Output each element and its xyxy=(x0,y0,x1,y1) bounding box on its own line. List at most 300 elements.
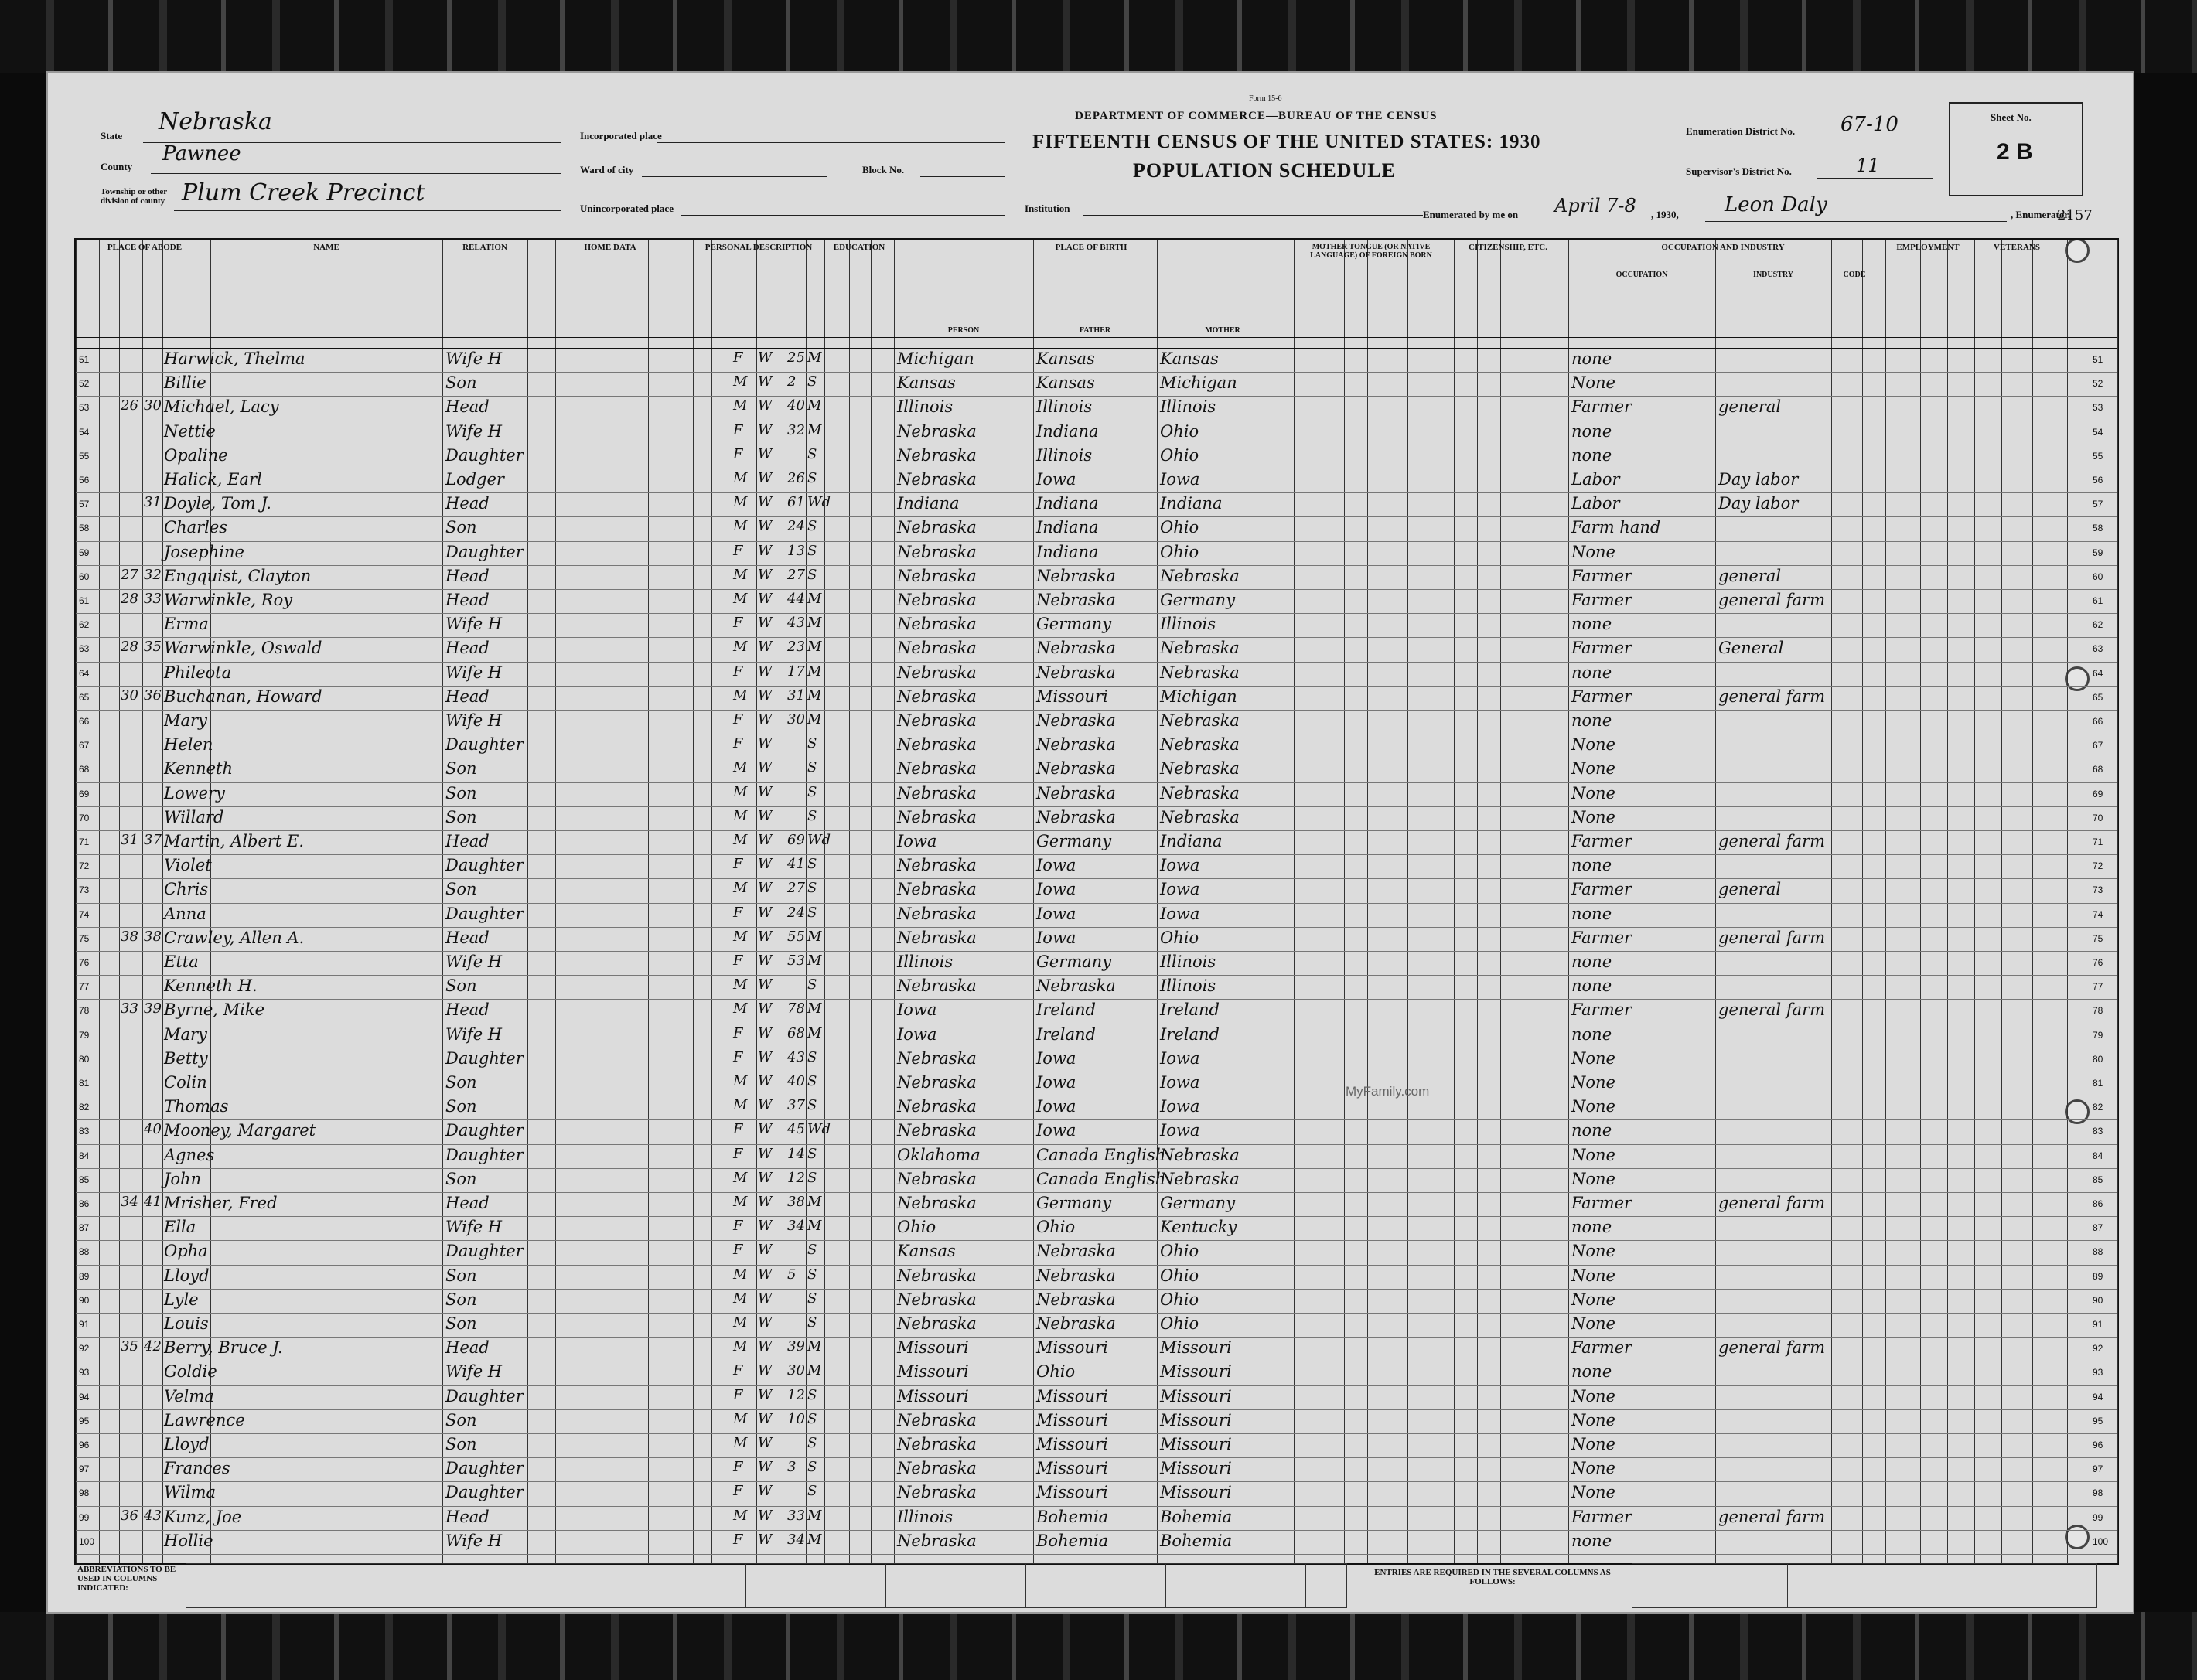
cell-name: Thomas xyxy=(164,1097,229,1116)
cell-bp: Nebraska xyxy=(897,1314,977,1333)
cell-name: Chris xyxy=(164,880,209,899)
row-number-right: 81 xyxy=(2093,1078,2103,1089)
row-number-right: 82 xyxy=(2093,1102,2103,1113)
cell-bf: Nebraska xyxy=(1036,735,1116,755)
cell-bf: Kansas xyxy=(1036,373,1095,393)
table-row xyxy=(76,1506,2117,1531)
row-number: 60 xyxy=(79,571,90,582)
cell-rel: Head xyxy=(445,397,490,417)
cell-bm: Nebraska xyxy=(1160,783,1240,803)
cell-ms: S xyxy=(807,759,817,776)
cell-sex: F xyxy=(733,1483,743,1500)
cell-occ: none xyxy=(1571,1218,1612,1237)
cell-occ: None xyxy=(1571,1266,1615,1285)
cell-race: W xyxy=(758,1169,773,1186)
cell-bm: Nebraska xyxy=(1160,663,1240,682)
table-row xyxy=(76,613,2117,638)
cell-bm: Ohio xyxy=(1160,1266,1199,1285)
row-number: 89 xyxy=(79,1270,90,1282)
row-number: 65 xyxy=(79,691,90,703)
enumerated-by-label: Enumerated by me on xyxy=(1423,209,1519,220)
cell-ms: S xyxy=(807,566,817,583)
cell-age: 32 xyxy=(787,421,805,438)
row-number: 98 xyxy=(79,1487,90,1499)
cell-occ: Labor xyxy=(1571,470,1620,489)
row-number: 66 xyxy=(79,716,90,727)
table-row xyxy=(76,758,2117,782)
cell-race: W xyxy=(758,639,773,656)
group-place-of-abode: PLACE OF ABODE xyxy=(107,243,183,252)
cell-occ: None xyxy=(1571,1145,1615,1164)
cell-sex: F xyxy=(733,663,743,680)
cell-name: Billie xyxy=(164,373,206,393)
cell-race: W xyxy=(758,928,773,945)
group-occupation: OCCUPATION AND INDUSTRY xyxy=(1661,243,1785,252)
cell-age: 43 xyxy=(787,615,805,632)
row-number-right: 97 xyxy=(2093,1464,2103,1475)
row-number-right: 55 xyxy=(2093,450,2103,462)
cell-sex: F xyxy=(733,952,743,969)
cell-rel: Wife H xyxy=(445,421,503,441)
row-number-right: 61 xyxy=(2093,595,2103,606)
cell-name: Lowery xyxy=(164,783,225,803)
table-row xyxy=(76,854,2117,879)
cell-name: Betty xyxy=(164,1048,208,1068)
row-number: 95 xyxy=(79,1415,90,1426)
cell-race: W xyxy=(758,615,773,632)
cell-rel: Daughter xyxy=(445,856,524,875)
cell-age: 30 xyxy=(787,1362,805,1379)
cell-bf: Indiana xyxy=(1036,494,1099,513)
cell-bf: Iowa xyxy=(1036,856,1076,875)
row-number-right: 76 xyxy=(2093,957,2103,968)
cell-age: 53 xyxy=(787,952,805,969)
cell-bm: Germany xyxy=(1160,591,1236,609)
cell-sex: M xyxy=(733,880,748,897)
cell-occ: none xyxy=(1571,349,1612,368)
cell-bp: Nebraska xyxy=(897,1266,977,1285)
cell-rel: Son xyxy=(445,1290,477,1309)
row-number: 77 xyxy=(79,981,90,993)
row-number: 70 xyxy=(79,812,90,823)
row-number: 52 xyxy=(79,378,90,390)
cell-bm: Illinois xyxy=(1160,615,1216,634)
cell-race: W xyxy=(758,1483,773,1500)
row-number: 73 xyxy=(79,884,90,896)
col-header-father: FATHER xyxy=(1079,326,1111,335)
cell-ms: S xyxy=(807,1435,817,1451)
enumeration-date-value: April 7-8 xyxy=(1554,195,1636,216)
cell-occ: none xyxy=(1571,856,1612,875)
cell-bm: Iowa xyxy=(1160,1097,1200,1116)
cell-occ: None xyxy=(1571,1169,1615,1188)
col-header-occupation: OCCUPATION xyxy=(1615,271,1668,279)
cell-occ: None xyxy=(1571,1435,1615,1453)
cell-ms: S xyxy=(807,1459,817,1476)
cell-occ: none xyxy=(1571,445,1612,465)
cell-bp: Nebraska xyxy=(897,566,977,585)
cell-age: 33 xyxy=(787,1507,805,1524)
cell-sex: F xyxy=(733,349,743,366)
cell-race: W xyxy=(758,1218,773,1235)
cell-ms: S xyxy=(807,1290,817,1307)
row-number-right: 80 xyxy=(2093,1053,2103,1065)
cell-bp: Nebraska xyxy=(897,1048,977,1068)
cell-ms: S xyxy=(807,1410,817,1427)
cell-rel: Wife H xyxy=(445,711,503,730)
cell-name: Harwick, Thelma xyxy=(164,349,305,368)
cell-occ: Labor xyxy=(1571,494,1620,513)
cell-rel: Head xyxy=(445,591,490,609)
cell-fam: 32 xyxy=(144,566,162,583)
cell-name: Halick, Earl xyxy=(164,470,262,489)
cell-dw: 33 xyxy=(121,1000,138,1017)
cell-bf: Missouri xyxy=(1036,1338,1108,1358)
header-rule xyxy=(76,337,2117,338)
row-number-right: 57 xyxy=(2093,499,2103,510)
row-number-right: 73 xyxy=(2093,884,2103,896)
cell-race: W xyxy=(758,856,773,873)
cell-occ: none xyxy=(1571,663,1612,682)
table-row xyxy=(76,734,2117,758)
cell-ms: S xyxy=(807,373,817,390)
cell-ind: General xyxy=(1718,639,1784,658)
cell-ms: S xyxy=(807,470,817,486)
cell-sex: M xyxy=(733,566,748,583)
cell-fam: 30 xyxy=(144,397,162,414)
row-number-right: 52 xyxy=(2093,378,2103,390)
cell-rel: Head xyxy=(445,566,490,585)
cell-race: W xyxy=(758,542,773,559)
cell-name: Michael, Lacy xyxy=(164,397,279,417)
watermark: MyFamily.com xyxy=(1346,1084,1430,1099)
cell-age: 17 xyxy=(787,663,805,680)
cell-ms: M xyxy=(807,687,822,704)
cell-name: Byrne, Mike xyxy=(164,1000,265,1020)
entries-table xyxy=(1632,1563,2097,1608)
cell-name: Warwinkle, Roy xyxy=(164,591,293,609)
row-number-right: 93 xyxy=(2093,1367,2103,1378)
row-number: 76 xyxy=(79,957,90,968)
cell-bf: Illinois xyxy=(1036,445,1093,465)
unincorporated-line xyxy=(681,215,1005,216)
cell-race: W xyxy=(758,566,773,583)
cell-ms: M xyxy=(807,639,822,656)
table-row xyxy=(76,1337,2117,1361)
row-number-right: 59 xyxy=(2093,547,2103,558)
cell-occ: none xyxy=(1571,904,1612,923)
cell-bp: Nebraska xyxy=(897,783,977,803)
cell-rel: Daughter xyxy=(445,735,524,755)
enumeration-district-value: 67-10 xyxy=(1840,113,1898,136)
cell-ind: general farm xyxy=(1718,1338,1826,1358)
year-label: , 1930, xyxy=(1651,209,1679,220)
row-number-right: 75 xyxy=(2093,932,2103,944)
cell-fam: 43 xyxy=(144,1507,162,1524)
cell-rel: Head xyxy=(445,928,490,947)
row-number: 72 xyxy=(79,860,90,872)
row-number: 84 xyxy=(79,1150,90,1161)
cell-occ: none xyxy=(1571,1024,1612,1044)
cell-sex: M xyxy=(733,1073,748,1089)
cell-name: Buchanan, Howard xyxy=(164,687,322,706)
cell-occ: None xyxy=(1571,759,1615,779)
table-row xyxy=(76,516,2117,541)
cell-race: W xyxy=(758,494,773,511)
cell-race: W xyxy=(758,735,773,752)
cell-bp: Michigan xyxy=(897,349,974,368)
cell-bp: Nebraska xyxy=(897,711,977,730)
cell-ms: S xyxy=(807,1386,817,1403)
cell-rel: Daughter xyxy=(445,1386,524,1406)
table-row xyxy=(76,1192,2117,1217)
cell-race: W xyxy=(758,1410,773,1427)
cell-fam: 41 xyxy=(144,1194,162,1210)
cell-bm: Ohio xyxy=(1160,445,1199,465)
block-line xyxy=(920,176,1005,177)
cell-age: 3 xyxy=(787,1459,797,1476)
cell-dw: 26 xyxy=(121,397,138,414)
row-number: 90 xyxy=(79,1294,90,1306)
cell-ind: general xyxy=(1718,397,1782,417)
cell-age: 5 xyxy=(787,1266,797,1283)
cell-bm: Indiana xyxy=(1160,494,1223,513)
cell-bf: Indiana xyxy=(1036,518,1099,537)
cell-bm: Kentucky xyxy=(1160,1218,1237,1237)
cell-bf: Nebraska xyxy=(1036,663,1116,682)
sheet-number-value: 2 B xyxy=(1997,139,2033,165)
cell-occ: Farmer xyxy=(1571,566,1632,585)
cell-bf: Iowa xyxy=(1036,1073,1076,1092)
cell-ind: Day labor xyxy=(1718,470,1799,489)
cell-bm: Nebraska xyxy=(1160,807,1240,826)
table-row xyxy=(76,396,2117,421)
row-number-right: 88 xyxy=(2093,1246,2103,1258)
cell-rel: Son xyxy=(445,1266,477,1285)
cell-sex: M xyxy=(733,470,748,486)
cell-bm: Missouri xyxy=(1160,1338,1232,1358)
cell-ind: general farm xyxy=(1718,832,1826,850)
cell-bp: Indiana xyxy=(897,494,960,513)
row-number-right: 99 xyxy=(2093,1511,2103,1523)
enumerator-label: , Enumerator. xyxy=(2011,209,2071,220)
schedule-title: POPULATION SCHEDULE xyxy=(1133,159,1396,182)
row-number-right: 66 xyxy=(2093,716,2103,727)
cell-age: 27 xyxy=(787,566,805,583)
cell-bf: Ohio xyxy=(1036,1362,1076,1382)
cell-name: Martin, Albert E. xyxy=(164,832,305,850)
cell-race: W xyxy=(758,445,773,462)
row-number: 81 xyxy=(79,1078,90,1089)
cell-bm: Missouri xyxy=(1160,1435,1232,1453)
cell-occ: None xyxy=(1571,1073,1615,1092)
cell-bp: Nebraska xyxy=(897,759,977,779)
row-number: 53 xyxy=(79,402,90,414)
cell-ms: M xyxy=(807,1507,822,1524)
cell-race: W xyxy=(758,470,773,486)
table-row xyxy=(76,1457,2117,1482)
cell-occ: Farmer xyxy=(1571,397,1632,417)
table-row xyxy=(76,1216,2117,1241)
table-row xyxy=(76,878,2117,903)
group-education: EDUCATION xyxy=(833,243,885,252)
cell-ms: S xyxy=(807,904,817,921)
cell-bp: Nebraska xyxy=(897,807,977,826)
cell-bp: Iowa xyxy=(897,832,937,850)
census-title: FIFTEENTH CENSUS OF THE UNITED STATES: 1930 xyxy=(1032,131,1541,152)
table-row xyxy=(76,1385,2117,1410)
cell-ms: M xyxy=(807,591,822,607)
cell-race: W xyxy=(758,807,773,824)
cell-race: W xyxy=(758,1266,773,1283)
table-row xyxy=(76,1289,2117,1314)
cell-race: W xyxy=(758,1097,773,1114)
cell-age: 37 xyxy=(787,1097,805,1114)
cell-bp: Nebraska xyxy=(897,1121,977,1140)
cell-occ: None xyxy=(1571,807,1615,826)
cell-age: 43 xyxy=(787,1048,805,1065)
row-number-right: 69 xyxy=(2093,788,2103,799)
cell-rel: Daughter xyxy=(445,1048,524,1068)
row-number: 82 xyxy=(79,1102,90,1113)
cell-sex: F xyxy=(733,1531,743,1548)
cell-rel: Wife H xyxy=(445,1024,503,1044)
row-number: 94 xyxy=(79,1391,90,1402)
row-number-right: 95 xyxy=(2093,1415,2103,1426)
entries-title: ENTRIES ARE REQUIRED IN THE SEVERAL COLUMNS AS FOLLOWS: xyxy=(1374,1568,1611,1586)
cell-age: 40 xyxy=(787,397,805,414)
row-number: 59 xyxy=(79,547,90,558)
supervisor-district-label: Supervisor's District No. xyxy=(1686,165,1792,177)
cell-age: 24 xyxy=(787,518,805,535)
cell-bp: Missouri xyxy=(897,1362,969,1382)
cell-bp: Nebraska xyxy=(897,1531,977,1550)
group-citizenship: CITIZENSHIP, ETC. xyxy=(1469,243,1547,252)
col-header-mother: MOTHER xyxy=(1205,326,1240,335)
cell-rel: Son xyxy=(445,1410,477,1430)
cell-bp: Ohio xyxy=(897,1218,936,1237)
cell-bp: Nebraska xyxy=(897,663,977,682)
cell-dw: 28 xyxy=(121,639,138,656)
cell-race: W xyxy=(758,1314,773,1331)
cell-rel: Daughter xyxy=(445,1121,524,1140)
cell-occ: None xyxy=(1571,1242,1615,1261)
cell-name: Goldie xyxy=(164,1362,217,1382)
cell-age: 12 xyxy=(787,1169,805,1186)
cell-ms: Wd xyxy=(807,832,831,848)
cell-bf: Germany xyxy=(1036,1194,1112,1212)
county-line xyxy=(151,173,561,174)
table-row xyxy=(76,806,2117,831)
cell-sex: M xyxy=(733,639,748,656)
cell-sex: F xyxy=(733,542,743,559)
cell-occ: None xyxy=(1571,1314,1615,1333)
cell-race: W xyxy=(758,349,773,366)
cell-occ: None xyxy=(1571,373,1615,393)
row-number: 62 xyxy=(79,619,90,631)
cell-bm: Ohio xyxy=(1160,1242,1199,1261)
cell-bf: Nebraska xyxy=(1036,759,1116,779)
row-number: 91 xyxy=(79,1319,90,1330)
cell-name: Josephine xyxy=(164,542,244,561)
cell-age: 41 xyxy=(787,856,805,873)
cell-name: Erma xyxy=(164,615,209,634)
cell-race: W xyxy=(758,687,773,704)
cell-name: Helen xyxy=(164,735,213,755)
row-number: 78 xyxy=(79,1005,90,1017)
cell-ms: Wd xyxy=(807,494,831,511)
table-row xyxy=(76,421,2117,445)
cell-bm: Iowa xyxy=(1160,1073,1200,1092)
cell-bf: Nebraska xyxy=(1036,591,1116,609)
cell-sex: F xyxy=(733,1121,743,1138)
cell-ind: general farm xyxy=(1718,591,1826,609)
cell-name: John xyxy=(164,1169,202,1188)
sheet-number-box xyxy=(1949,102,2083,196)
cell-bm: Ohio xyxy=(1160,928,1199,947)
abbreviations-table xyxy=(186,1563,1347,1608)
cell-bm: Michigan xyxy=(1160,687,1237,706)
cell-dw: 31 xyxy=(121,832,138,848)
state-value: Nebraska xyxy=(159,108,272,135)
cell-bm: Illinois xyxy=(1160,976,1216,996)
cell-age: 34 xyxy=(787,1218,805,1235)
row-number-right: 100 xyxy=(2093,1535,2109,1547)
film-border-bottom xyxy=(0,1612,2197,1680)
cell-bm: Iowa xyxy=(1160,904,1200,923)
cell-name: Mooney, Margaret xyxy=(164,1121,316,1140)
cell-bp: Nebraska xyxy=(897,470,977,489)
cell-bp: Nebraska xyxy=(897,976,977,996)
cell-rel: Head xyxy=(445,1338,490,1358)
cell-sex: M xyxy=(733,1435,748,1451)
cell-bf: Illinois xyxy=(1036,397,1093,417)
cell-occ: None xyxy=(1571,1483,1615,1502)
cell-name: Crawley, Allen A. xyxy=(164,928,305,947)
cell-fam: 33 xyxy=(144,591,162,607)
cell-age: 69 xyxy=(787,832,805,848)
table-row xyxy=(76,999,2117,1024)
cell-bp: Nebraska xyxy=(897,1073,977,1092)
table-row xyxy=(76,927,2117,952)
cell-bm: Nebraska xyxy=(1160,1169,1240,1188)
cell-race: W xyxy=(758,1242,773,1259)
cell-name: Colin xyxy=(164,1073,207,1092)
cell-sex: F xyxy=(733,445,743,462)
cell-ms: S xyxy=(807,445,817,462)
cell-sex: F xyxy=(733,735,743,752)
cell-race: W xyxy=(758,1073,773,1089)
table-row xyxy=(76,445,2117,469)
row-number: 87 xyxy=(79,1222,90,1234)
cell-ms: S xyxy=(807,1145,817,1162)
township-line xyxy=(174,210,561,211)
cell-age: 13 xyxy=(787,542,805,559)
cell-occ: None xyxy=(1571,1048,1615,1068)
cell-fam: 35 xyxy=(144,639,162,656)
row-number: 85 xyxy=(79,1174,90,1185)
cell-age: 23 xyxy=(787,639,805,656)
column-rule xyxy=(2117,240,2118,1563)
cell-fam: 39 xyxy=(144,1000,162,1017)
cell-sex: M xyxy=(733,591,748,607)
table-row xyxy=(76,348,2117,373)
cell-age: 68 xyxy=(787,1024,805,1041)
cell-bp: Nebraska xyxy=(897,421,977,441)
row-number-right: 71 xyxy=(2093,837,2103,847)
cell-ms: S xyxy=(807,1483,817,1500)
cell-sex: F xyxy=(733,904,743,921)
